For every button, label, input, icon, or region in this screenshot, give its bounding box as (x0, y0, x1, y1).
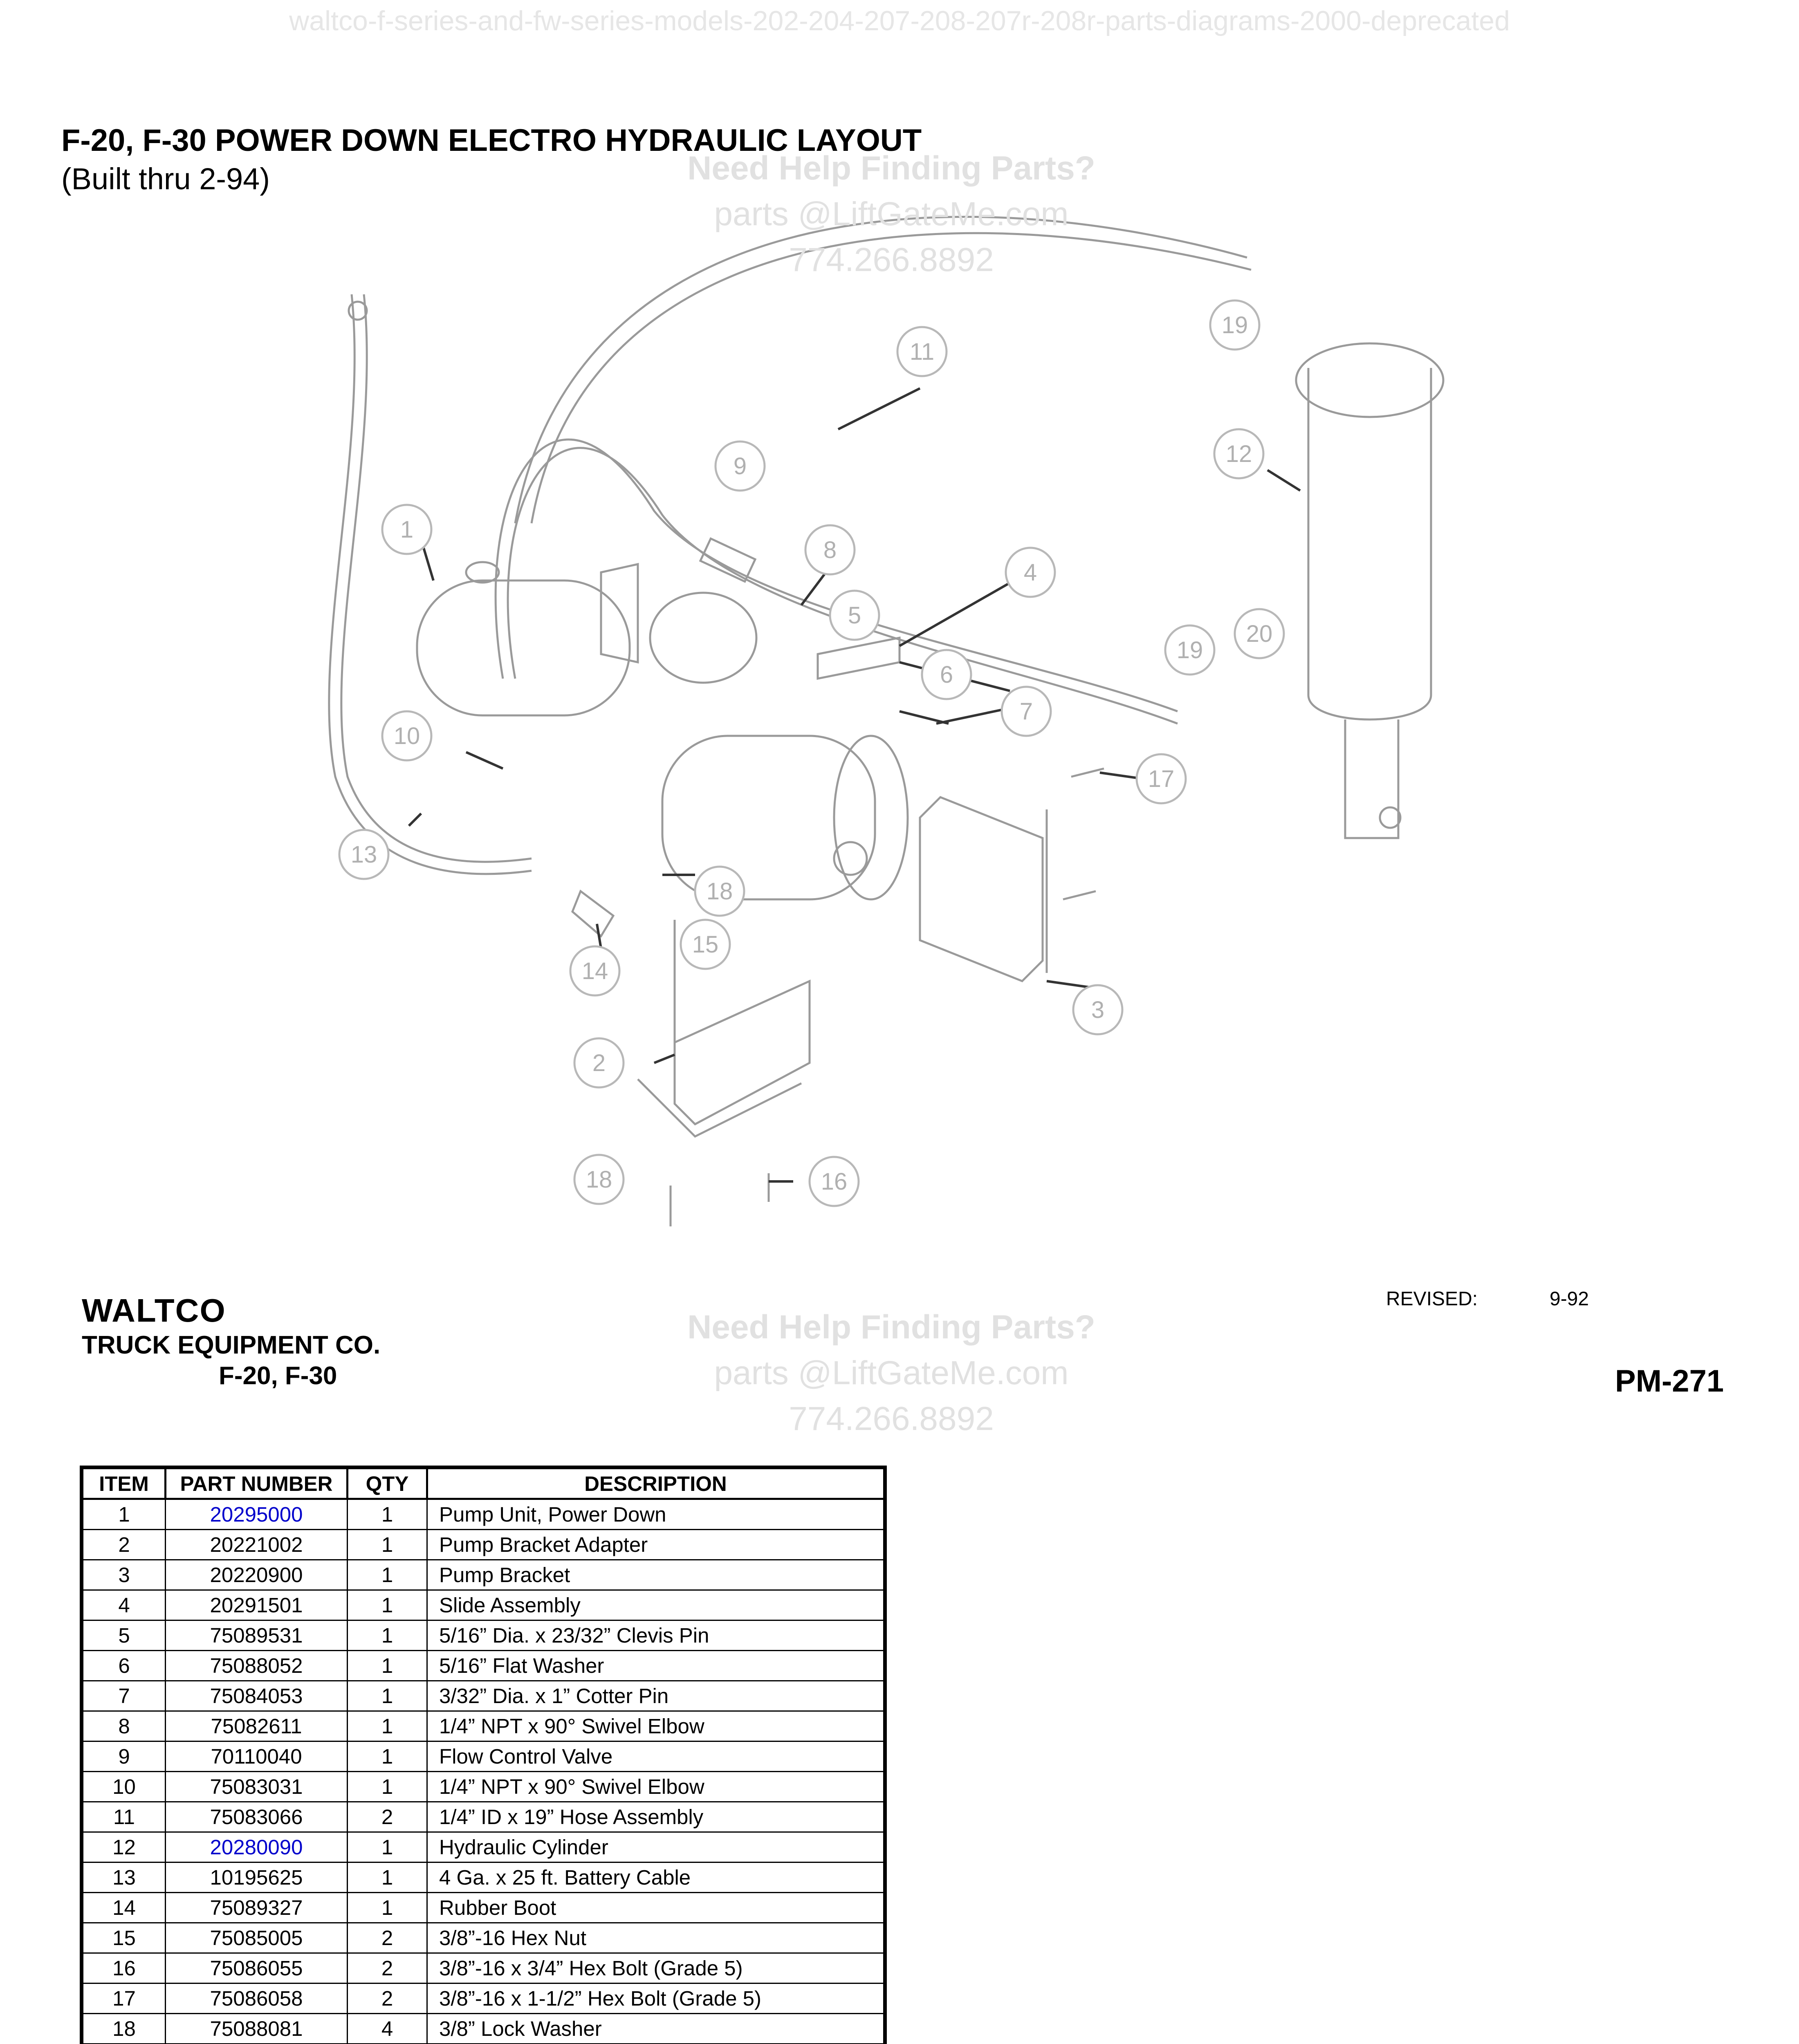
cell-part-number: 75083066 (166, 1802, 348, 1832)
svg-text:9: 9 (733, 453, 747, 480)
cell-description: 3/8”-16 x 1-1/2” Hex Bolt (Grade 5) (427, 1983, 885, 2014)
cell-part-number: 20291501 (166, 1590, 348, 1620)
cell-qty: 1 (348, 1590, 427, 1620)
cell-description: Pump Unit, Power Down (427, 1499, 885, 1530)
table-row (82, 1560, 885, 1590)
flow-control-valve (700, 538, 755, 581)
cell-part-number: 75086058 (166, 1983, 348, 2014)
callout-19b (1165, 625, 1214, 675)
help-watermark-top: Need Help Finding Parts? parts @LiftGateMe.com 774.266.8892 (687, 150, 1095, 278)
cell-item: 16 (82, 1953, 166, 1983)
cell-part-number (166, 1832, 348, 1862)
cell-part-number: 10195625 (166, 1862, 348, 1893)
cell-description: Pump Bracket Adapter (427, 1530, 885, 1560)
callout-3 (1073, 985, 1122, 1034)
cell-description: 3/32” Dia. x 1” Cotter Pin (427, 1681, 885, 1711)
svg-text:3: 3 (1091, 997, 1105, 1023)
cell-part-number: 75088052 (166, 1651, 348, 1681)
svg-text:4: 4 (1023, 559, 1037, 586)
table-row (82, 2014, 885, 2044)
cell-part-number: 20221002 (166, 1530, 348, 1560)
svg-text:1: 1 (400, 516, 414, 543)
cell-description: 4 Ga. x 25 ft. Battery Cable (427, 1862, 885, 1893)
company-name: TRUCK EQUIPMENT CO. (82, 1331, 381, 1359)
table-row (82, 1741, 885, 1772)
cell-description: Slide Assembly (427, 1590, 885, 1620)
callout-20 (1235, 609, 1284, 658)
table-row (82, 1590, 885, 1620)
svg-text:11: 11 (909, 338, 935, 365)
cell-qty: 2 (348, 1802, 427, 1832)
table-row (82, 1499, 885, 1530)
cell-part-number: 75083031 (166, 1772, 348, 1802)
cell-item: 1 (82, 1499, 166, 1530)
svg-text:7: 7 (1019, 698, 1033, 725)
cell-description: Hydraulic Cylinder (427, 1832, 885, 1862)
cell-item: 8 (82, 1711, 166, 1741)
cell-qty: 1 (348, 1560, 427, 1590)
battery-cable (329, 294, 532, 874)
cell-qty: 1 (348, 1772, 427, 1802)
cell-description: 1/4” ID x 19” Hose Assembly (427, 1802, 885, 1832)
revised-label: REVISED: (1386, 1288, 1478, 1310)
cell-item: 13 (82, 1862, 166, 1893)
cell-part-number: 75089327 (166, 1893, 348, 1923)
svg-text:10: 10 (393, 723, 420, 749)
svg-text:2: 2 (592, 1050, 606, 1076)
cell-part-number: 75088081 (166, 2014, 348, 2044)
model-names: F-20, F-30 (219, 1362, 337, 1390)
header-qty: QTY (348, 1468, 427, 1499)
table-row (82, 1923, 885, 1953)
parts-table (80, 1466, 887, 2044)
cell-qty: 2 (348, 1923, 427, 1953)
svg-text:20: 20 (1246, 621, 1273, 647)
callout-11 (897, 327, 947, 376)
cell-qty: 1 (348, 1681, 427, 1711)
table-row (82, 1802, 885, 1832)
svg-text:13: 13 (350, 841, 377, 868)
hose-assembly-lower (496, 439, 1178, 711)
svg-text:6: 6 (940, 661, 953, 688)
callout-2 (574, 1038, 624, 1087)
cell-qty: 1 (348, 1832, 427, 1862)
svg-text:8: 8 (823, 537, 837, 563)
cell-part-number: 75084053 (166, 1681, 348, 1711)
cell-item: 3 (82, 1560, 166, 1590)
table-row (82, 1681, 885, 1711)
table-row (82, 1651, 885, 1681)
cell-item: 12 (82, 1832, 166, 1862)
header-description: DESCRIPTION (427, 1468, 885, 1499)
cell-description: 3/8” Lock Washer (427, 2014, 885, 2044)
callout-17 (1137, 754, 1186, 803)
cell-part-number: 75086055 (166, 1953, 348, 1983)
hydraulic-cylinder (1308, 368, 1431, 719)
cell-description: 5/16” Flat Washer (427, 1651, 885, 1681)
cell-item: 6 (82, 1651, 166, 1681)
cell-item: 11 (82, 1802, 166, 1832)
rubber-boot (572, 891, 613, 936)
help-watermark-middle: Need Help Finding Parts? parts @LiftGateMe.com 774.266.8892 (687, 1309, 1095, 1437)
svg-text:17: 17 (1148, 766, 1175, 792)
cell-item: 5 (82, 1620, 166, 1651)
cell-item: 14 (82, 1893, 166, 1923)
header-item: ITEM (82, 1468, 166, 1499)
cell-item: 9 (82, 1741, 166, 1772)
callout-12 (1214, 429, 1263, 478)
callout-13 (339, 830, 388, 879)
callout-6 (922, 650, 971, 699)
cell-item: 7 (82, 1681, 166, 1711)
page-subtitle: (Built thru 2-94) (61, 162, 270, 196)
page-title: F-20, F-30 POWER DOWN ELECTRO HYDRAULIC LAYOUT (61, 123, 922, 158)
svg-text:19: 19 (1176, 637, 1203, 663)
cell-qty: 1 (348, 1620, 427, 1651)
cell-qty: 4 (348, 2014, 427, 2044)
revised-value: 9-92 (1550, 1288, 1589, 1310)
table-header-row (82, 1468, 885, 1499)
header-part-number: PART NUMBER (166, 1468, 348, 1499)
cell-description: 3/8”-16 Hex Nut (427, 1923, 885, 1953)
cell-part-number: 75082611 (166, 1711, 348, 1741)
callout-18a (695, 867, 744, 916)
cell-item: 10 (82, 1772, 166, 1802)
slide-assembly (818, 638, 900, 679)
cell-qty: 1 (348, 1530, 427, 1560)
callout-8 (805, 525, 855, 574)
cell-qty: 1 (348, 1499, 427, 1530)
svg-text:15: 15 (692, 931, 719, 958)
cell-part-number (166, 1499, 348, 1530)
cell-qty: 1 (348, 1651, 427, 1681)
cell-description: 3/8”-16 x 3/4” Hex Bolt (Grade 5) (427, 1953, 885, 1983)
table-row (82, 1772, 885, 1802)
table-row (82, 1893, 885, 1923)
cell-qty: 2 (348, 1983, 427, 2014)
cell-qty: 1 (348, 1893, 427, 1923)
svg-text:18: 18 (585, 1166, 612, 1193)
table-row (82, 1620, 885, 1651)
table-row (82, 1862, 885, 1893)
table-row (82, 1832, 885, 1862)
svg-text:19: 19 (1221, 312, 1248, 338)
cell-item: 2 (82, 1530, 166, 1560)
document-watermark: waltco-f-series-and-fw-series-models-202-204-207-208-207r-208r-parts-diagrams-2000-deprecated (289, 5, 1510, 36)
cell-description: 1/4” NPT x 90° Swivel Elbow (427, 1711, 885, 1741)
cell-part-number: 70110040 (166, 1741, 348, 1772)
cell-qty: 1 (348, 1862, 427, 1893)
cell-part-number: 20220900 (166, 1560, 348, 1590)
brand-logo: WALTCO (82, 1292, 226, 1329)
svg-text:16: 16 (821, 1168, 848, 1195)
pump-reservoir (417, 580, 630, 715)
pump-bracket (920, 797, 1043, 981)
callout-14 (570, 946, 619, 995)
cell-description: Rubber Boot (427, 1893, 885, 1923)
cell-description: Pump Bracket (427, 1560, 885, 1590)
table-row (82, 1711, 885, 1741)
cell-description: Flow Control Valve (427, 1741, 885, 1772)
svg-text:5: 5 (848, 602, 861, 629)
cell-item: 4 (82, 1590, 166, 1620)
cell-qty: 1 (348, 1741, 427, 1772)
cell-qty: 1 (348, 1711, 427, 1741)
table-row (82, 1530, 885, 1560)
svg-text:14: 14 (581, 958, 608, 984)
cell-description: 1/4” NPT x 90° Swivel Elbow (427, 1772, 885, 1802)
callout-19a (1210, 300, 1259, 350)
part-number-link[interactable]: 20280090 (210, 1836, 303, 1859)
callout-15 (681, 920, 730, 969)
callout-9 (716, 442, 765, 491)
svg-text:12: 12 (1225, 441, 1252, 467)
cell-item: 18 (82, 2014, 166, 2044)
cell-qty: 2 (348, 1953, 427, 1983)
svg-text:18: 18 (706, 878, 733, 905)
callout-18b (574, 1155, 624, 1204)
table-row (82, 1953, 885, 1983)
callout-5 (830, 591, 879, 640)
cell-item: 15 (82, 1923, 166, 1953)
callout-7 (1002, 687, 1051, 736)
callout-1 (382, 505, 431, 554)
cell-description: 5/16” Dia. x 23/32” Clevis Pin (427, 1620, 885, 1651)
cell-item: 17 (82, 1983, 166, 2014)
callout-4 (1006, 548, 1055, 597)
callout-16 (810, 1157, 859, 1206)
cell-part-number: 75085005 (166, 1923, 348, 1953)
table-row (82, 1983, 885, 2014)
page-number: PM-271 (1615, 1364, 1724, 1399)
cell-part-number: 75089531 (166, 1620, 348, 1651)
part-number-link[interactable]: 20295000 (210, 1503, 303, 1526)
callout-10 (382, 711, 431, 760)
